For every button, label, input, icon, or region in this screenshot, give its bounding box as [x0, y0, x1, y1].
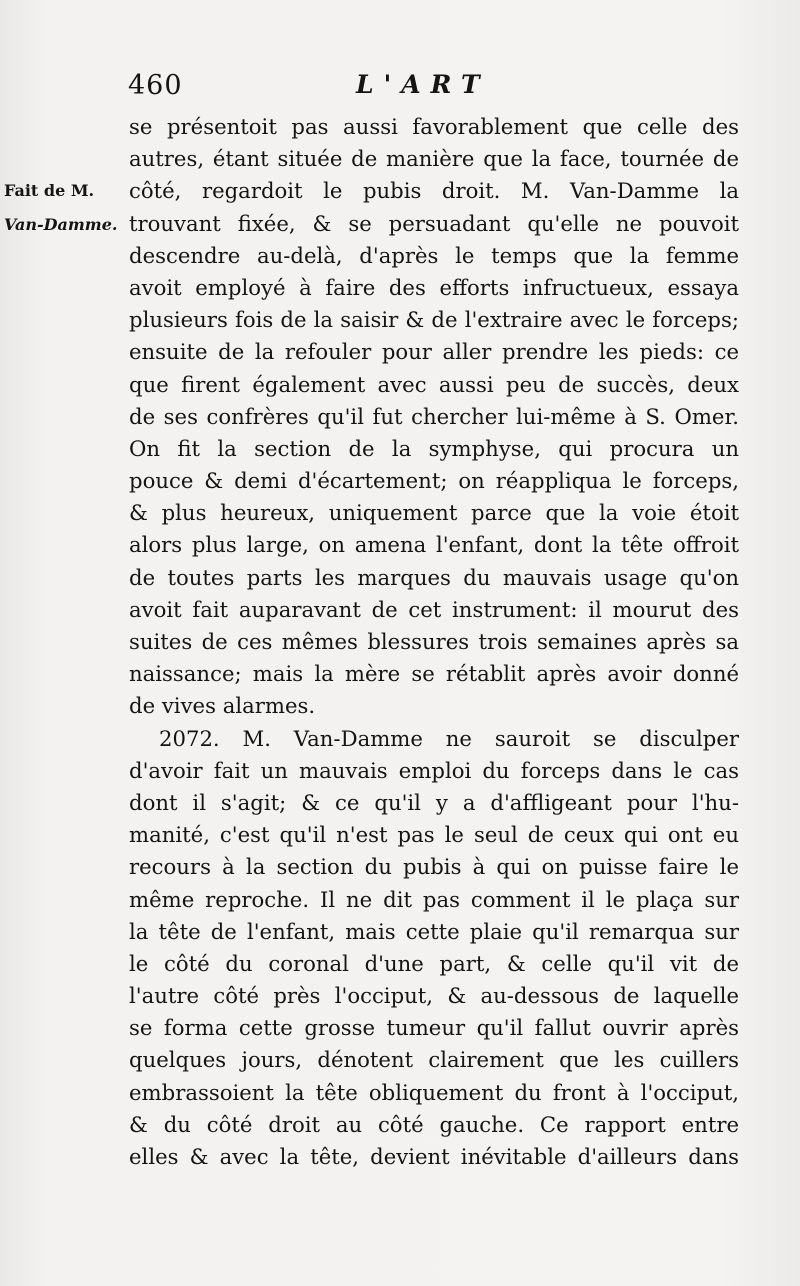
text-line: se présentoit pas aussi favorablement que celle des: [129, 114, 739, 139]
paragraph-start-line: 2072. M. Van-Damme ne sauroit se disculper: [159, 725, 739, 751]
text-line: avoit employé à faire des efforts infructueux, essaya: [129, 274, 739, 300]
text-line: le côté du coronal d'une part, & celle qu'il vit de: [129, 950, 739, 976]
text-line: pouce & demi d'écartement; on réappliqua le forceps,: [129, 468, 739, 494]
text-line: côté, regardoit le pubis droit. M. Van-Damme la: [129, 178, 739, 204]
text-line: dont il s'agit; & ce qu'il y a d'affligeant pour l'hu-: [129, 789, 739, 815]
text-line: ensuite de la refouler pour aller prendre les pieds: ce: [129, 339, 739, 365]
text-line: l'autre côté près l'occiput, & au-dessous de laquelle: [129, 983, 739, 1009]
text-line: & du côté droit au côté gauche. Ce rapport entre: [129, 1111, 739, 1137]
running-head: L'ART: [356, 70, 490, 99]
margin-note: [4, 174, 128, 242]
text-line: descendre au-delà, d'après le temps que la femme: [129, 242, 739, 268]
text-line: suites de ces mêmes blessures trois semaines après sa: [129, 629, 739, 654]
text-line: avoit fait auparavant de cet instrument: il mourut des: [129, 596, 739, 622]
text-line: de toutes parts les marques du mauvais usage qu'on: [129, 564, 739, 590]
page-number: 460: [128, 70, 183, 101]
text-line: & plus heureux, uniquement parce que la voie étoit: [129, 500, 739, 526]
text-line: que firent également avec aussi peu de succès, deux: [129, 371, 739, 397]
text-line: d'avoir fait un mauvais emploi du forceps dans le cas: [129, 757, 739, 783]
text-line: se forma cette grosse tumeur qu'il fallut ouvrir après: [129, 1015, 739, 1041]
page-header: [128, 70, 738, 106]
margin-note-line: Van-Damme.: [4, 215, 118, 234]
body-text: [129, 111, 739, 1173]
margin-note-line: Fait de M.: [4, 181, 95, 200]
text-line: naissance; mais la mère se rétablit après avoir donné: [129, 661, 739, 687]
text-line: recours à la section du pubis à qui on puisse faire le: [129, 854, 739, 880]
text-line: manité, c'est qu'il n'est pas le seul de ceux qui ont eu: [129, 822, 739, 848]
text-line: embrassoient la tête obliquement du front à l'occiput,: [129, 1079, 739, 1105]
text-line: elles & avec la tête, devient inévitable d'ailleurs dans: [129, 1144, 739, 1169]
text-line: de ses confrères qu'il fut chercher lui-même à S. Omer.: [129, 403, 739, 429]
text-line: quelques jours, dénotent clairement que les cuillers: [129, 1047, 739, 1073]
text-line: On fit la section de la symphyse, qui procura un: [129, 435, 739, 461]
text-line: plusieurs fois de la saisir & de l'extraire avec le forceps;: [129, 307, 739, 333]
text-line: même reproche. Il ne dit pas comment il le plaça sur: [129, 886, 739, 912]
text-line: alors plus large, on amena l'enfant, dont la tête offroit: [129, 532, 739, 558]
text-line: autres, étant située de manière que la face, tournée de: [129, 146, 739, 172]
text-line: la tête de l'enfant, mais cette plaie qu'il remarqua sur: [129, 918, 739, 944]
text-line: trouvant fixée, & se persuadant qu'elle ne pouvoit: [129, 210, 739, 236]
text-line: de vives alarmes.: [129, 693, 316, 719]
